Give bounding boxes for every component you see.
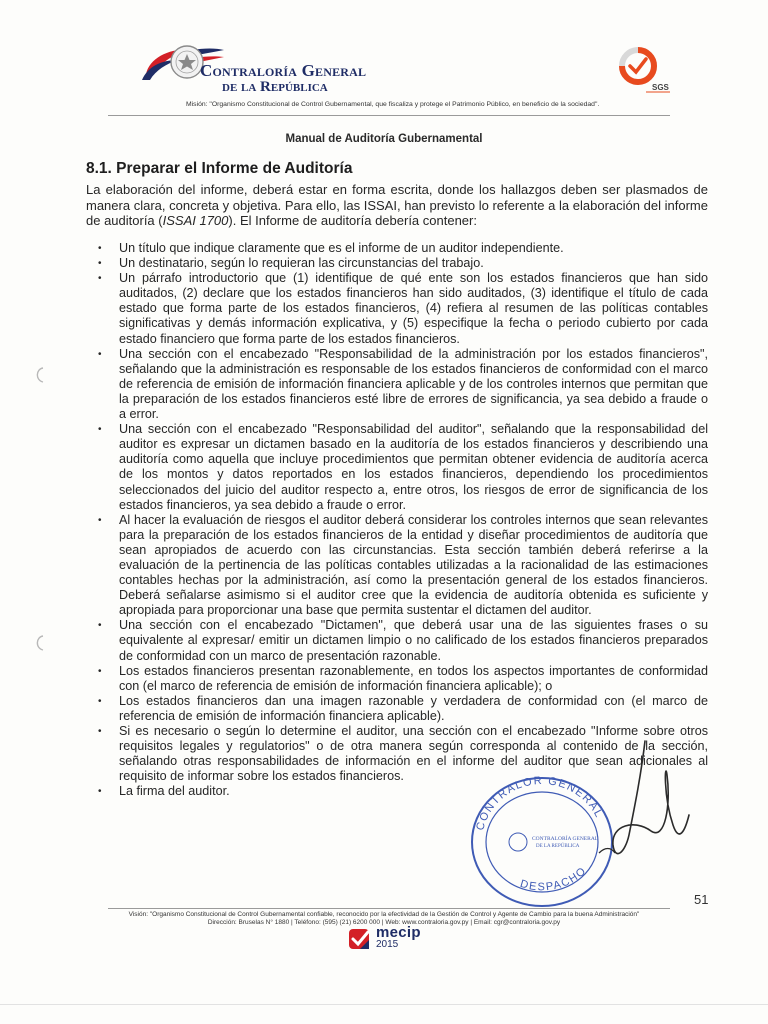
list-item-text: Una sección con el encabezado "Dictamen", que deberá usar una de las siguientes frases o su equivalente al expresar/ emitir un dictamen limpio o no calificado de los estados financieros preparados de conformidad con un marco de presentación razonable. xyxy=(119,618,708,663)
vision-statement: Visión: "Organismo Constitucional de Control Gubernamental confiable, reconocido por la efectividad de la Gestión de Control y Agente de Cambio para la buena Administración" xyxy=(128,911,640,918)
bullet-icon: • xyxy=(98,786,102,798)
sgs-label: SGS xyxy=(652,83,669,92)
intro-text-end: ). El Informe de auditoría debería contener: xyxy=(228,213,477,229)
list-item xyxy=(86,256,708,271)
bullet-icon: • xyxy=(98,258,102,270)
list-item-text: Una sección con el encabezado "Responsabilidad de la administración por los estados financieros", señalando que la administración es responsable de los estados financieros de conformidad con el marco de referencia de emisión de información financiera aplicable y de los controles internos que permitan que la preparación de los estados financieros esté libre de errores de significancia, ya sea debido a fraude o a error. xyxy=(119,346,708,422)
bullet-icon: • xyxy=(98,620,102,632)
list-item xyxy=(86,347,708,422)
issai-reference: ISSAI 1700 xyxy=(162,213,229,229)
list-item xyxy=(86,271,708,346)
org-name-line1: Contraloría General xyxy=(200,61,367,80)
auditor-signature xyxy=(575,735,695,885)
intro-text-start: La elaboración del informe, deberá estar en forma escrita, donde los hallazgos deben ser plasmados de manera clara, concreta y objetiva. Para ello, las ISSAI, han previsto lo referente a la elaboración del informe de auditoría ( xyxy=(86,182,708,229)
header-divider xyxy=(108,115,670,116)
report-contents-list xyxy=(86,241,708,799)
list-item xyxy=(86,664,708,694)
org-name-line2: de la República xyxy=(222,79,328,95)
stamp-bottom-text: DESPACHO xyxy=(518,864,590,894)
page-edge xyxy=(0,1004,768,1005)
stamp-center-line1: CONTRALORÍA GENERAL xyxy=(532,836,599,842)
list-item-text: Los estados financieros dan una imagen razonable y verdadera de conformidad con (el marco de referencia de emisión de información financiera aplicable). xyxy=(119,693,708,723)
list-item-text: La firma del auditor. xyxy=(119,784,230,799)
section-title: 8.1. Preparar el Informe de Auditoría xyxy=(86,160,353,177)
bullet-icon: • xyxy=(98,695,102,707)
list-item xyxy=(86,513,708,619)
stamp-top-text: CONTRALOR GENERAL xyxy=(474,774,606,832)
page-number: 51 xyxy=(694,892,709,907)
list-item-text: Los estados financieros presentan razonablemente, en todos los aspectos importantes de conformidad con (el marco de referencia de emisión de información financiera aplicable); o xyxy=(119,663,708,693)
bullet-icon: • xyxy=(98,273,102,285)
stamp-center-line2: DE LA REPÚBLICA xyxy=(536,844,580,849)
organization-name xyxy=(200,62,420,96)
list-item-text: Una sección con el encabezado "Responsabilidad del auditor", señalando que la responsabilidad del auditor es expresar un dictamen basado en la auditoría de los estados financieros y describiendo una auditoría como aquella que incluye procedimientos que permitan obtener evidencia de auditoría acerca de los montos y datos reportados en los estados financieros, dependiendo los procedimientos seleccionados del juicio del auditor respecto a, entre otros, los riesgos de error de significancia de los estados financieros, ya sea debido a fraude o error. xyxy=(119,422,708,512)
mecip-year: 2015 xyxy=(376,939,399,950)
sgs-certification-logo xyxy=(612,44,672,94)
intro-paragraph xyxy=(86,182,708,229)
footer-divider xyxy=(108,908,670,909)
list-item xyxy=(86,422,708,513)
list-item-text: Un título que indique claramente que es el informe de un auditor independiente. xyxy=(119,241,564,255)
mecip-name: mecip xyxy=(376,924,421,941)
list-item xyxy=(86,618,708,663)
list-item-text: Si es necesario o según lo determine el auditor, una sección con el encabezado "Informe sobre otros requisitos legales y regulatorios" o de otra manera según corresponda al contenido de la sección, señalando otras responsabilidades de información en el informe del auditor que sean adicionales al requisito de informar sobre los estados financieros. xyxy=(119,724,708,784)
list-item-text: Un destinatario, según lo requieran las circunstancias del trabajo. xyxy=(119,256,484,271)
bullet-icon: • xyxy=(98,726,102,737)
mecip-logo-icon xyxy=(348,928,372,950)
bullet-icon: • xyxy=(98,243,102,254)
bullet-icon: • xyxy=(98,424,102,436)
list-item xyxy=(86,694,708,724)
mission-statement: Misión: "Organismo Constitucional de Control Gubernamental, que fiscaliza y protege el Patrimonio Público, en beneficio de la sociedad". xyxy=(186,101,600,108)
list-item-text: Un párrafo introductorio que (1) identifique de qué ente son los estados financieros que han sido auditados, (2) declare que los estados financieros han sido auditados, (3) identifique el título de cada estado que forma parte de los estados financieros, (4) refiera al resumen de las políticas contables significativas y demás información explicativa, y (5) especifique la fecha o periodo cubierto por cada estado financiero que forma parte de los estados financieros. xyxy=(119,271,708,346)
manual-title: Manual de Auditoría Gubernamental xyxy=(285,133,483,145)
binder-hole-mark xyxy=(32,366,46,384)
list-item-text: Al hacer la evaluación de riesgos el auditor deberá considerar los controles internos que sean relevantes para la preparación de los estados financieros de la entidad y diseñar procedimientos de auditoría que sean apropiados de acuerdo con las circunstancias. Esta sección también deberá referirse a la evaluación de la pertinencia de las políticas contables utilizadas a la racionalidad de las estimaciones contables hechas por la administración, así como la presentación general de los estados financieros. Deberá señalarse asimismo si el auditor cree que la evidencia de auditoría obtenida es suficiente y apropiada para proporcionar una base que permita sustentar el dictamen del auditor. xyxy=(119,512,708,618)
mecip-brand xyxy=(376,924,421,951)
bullet-icon: • xyxy=(98,665,102,677)
bullet-icon: • xyxy=(98,348,102,360)
bullet-icon: • xyxy=(98,514,102,526)
list-item xyxy=(86,241,708,256)
contact-address: Dirección: Bruselas N° 1880 | Teléfono: (595) (21) 6200 000 | Web: www.contraloria.gov.py | Email: cgr@contraloria.gov.py xyxy=(207,919,561,926)
binder-hole-mark xyxy=(32,634,46,652)
